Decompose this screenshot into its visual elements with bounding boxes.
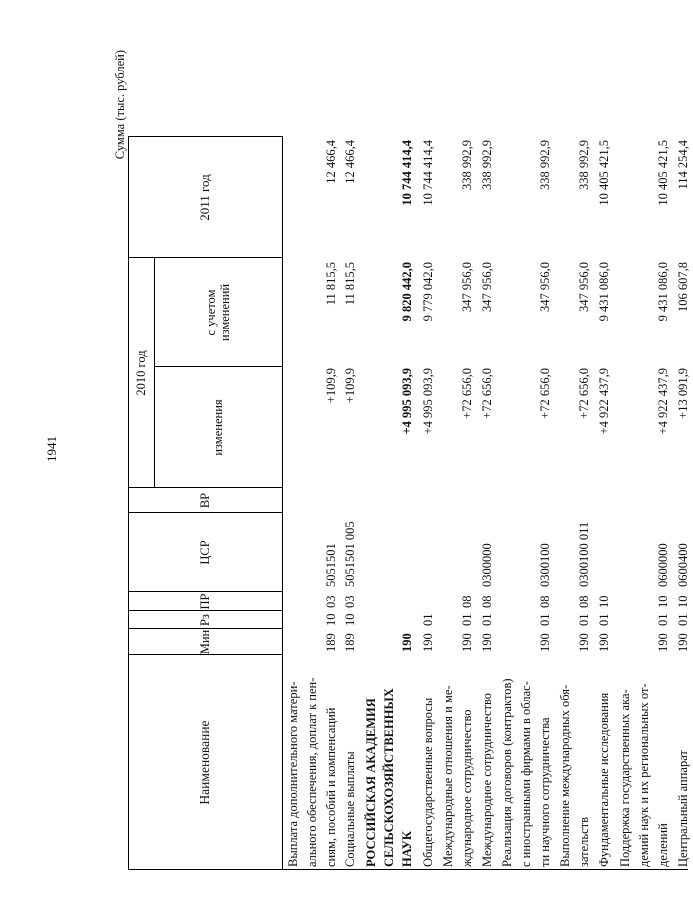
row-pr: 03 <box>343 595 357 608</box>
row-min: 190 <box>400 633 414 652</box>
table-row <box>556 50 594 870</box>
header-name: Наименование <box>197 720 212 805</box>
header-2011: 2011 год <box>197 174 212 221</box>
row-min: 189 <box>343 633 357 652</box>
row-with-changes: 9 431 086,0 <box>597 262 611 322</box>
row-2011: 10 744 414,4 <box>421 140 435 206</box>
row-csr: 0300100 011 <box>577 521 591 587</box>
row-name: Фундаментальные исследования <box>597 692 611 867</box>
row-pr: 10 <box>676 595 690 608</box>
row-csr: 0300100 <box>538 543 552 587</box>
row-changes: +4 922 437,9 <box>597 368 611 435</box>
row-with-changes: 11 815,5 <box>343 262 357 306</box>
header-pr: ПР <box>198 593 212 610</box>
row-name: Выполнение международных обя- зательств <box>558 684 591 867</box>
table-row <box>616 50 673 870</box>
row-with-changes: 9 431 086,0 <box>656 262 670 322</box>
row-changes: +4 995 093,9 <box>400 368 414 435</box>
row-name: Международное сотрудничество <box>480 692 494 867</box>
unit-note: Сумма (тыс. рублей) <box>113 50 127 160</box>
row-with-changes: 11 815,5 <box>324 262 338 306</box>
row-with-changes: 347 956,0 <box>460 262 474 312</box>
header-2010: 2010 год <box>134 350 148 396</box>
row-min: 190 <box>577 633 591 652</box>
row-name: Поддержка государственных ака- демий наук и их региональных от- делений <box>618 683 670 867</box>
row-rz: 10 <box>343 613 357 626</box>
row-name: Международные отношения и ме- ждународное сотрудничество <box>441 685 474 867</box>
table-row <box>674 50 693 870</box>
row-with-changes: 9 820 442,0 <box>400 262 414 322</box>
row-rz: 01 <box>460 613 474 626</box>
row-min: 190 <box>538 633 552 652</box>
row-rz: 10 <box>324 613 338 626</box>
row-min: 190 <box>460 633 474 652</box>
row-changes: +4 922 437,9 <box>656 368 670 435</box>
row-changes: +72 656,0 <box>538 368 552 419</box>
row-min: 190 <box>597 633 611 652</box>
header-vr: ВР <box>198 492 212 509</box>
row-rz: 01 <box>676 613 690 626</box>
row-name: Реализация договоров (контрактов) с иностранными фирмами в облас- ти научного сотрудничества <box>500 678 552 867</box>
row-pr: 08 <box>538 595 552 608</box>
row-name: Центральный аппарат <box>676 750 690 867</box>
row-name: Общегосударственные вопросы <box>421 697 435 867</box>
row-2011: 10 405 421,5 <box>597 140 611 206</box>
header-with-changes: с учетом изменений <box>204 283 232 342</box>
row-rz: 01 <box>597 613 611 626</box>
table-row <box>595 50 614 870</box>
row-pr: 08 <box>460 595 474 608</box>
row-csr: 0300000 <box>480 543 494 587</box>
row-with-changes: 347 956,0 <box>577 262 591 312</box>
row-pr: 10 <box>597 595 611 608</box>
row-2011: 10 405 421,5 <box>656 140 670 206</box>
row-2011: 114 254,4 <box>676 140 690 190</box>
row-min: 190 <box>676 633 690 652</box>
header-rz: Рз <box>198 614 212 626</box>
row-2011: 10 744 414,4 <box>400 140 414 206</box>
row-csr: 0600400 <box>676 543 690 587</box>
row-pr: 08 <box>577 595 591 608</box>
row-2011: 12 466,4 <box>324 140 338 184</box>
row-2011: 338 992,9 <box>577 140 591 190</box>
row-changes: +109,9 <box>343 368 357 404</box>
page-number: 1941 <box>44 436 59 462</box>
row-2011: 338 992,9 <box>480 140 494 190</box>
row-changes: +109,9 <box>324 368 338 404</box>
row-with-changes: 347 956,0 <box>538 262 552 312</box>
table-row <box>439 50 477 870</box>
header-min: Мин <box>198 629 212 655</box>
row-rz: 01 <box>656 613 670 626</box>
row-changes: +13 091,9 <box>676 368 690 419</box>
header-csr: ЦСР <box>198 540 212 565</box>
row-csr: 5051501 005 <box>343 521 357 587</box>
row-changes: +72 656,0 <box>577 368 591 419</box>
row-with-changes: 347 956,0 <box>480 262 494 312</box>
row-changes: +4 995 093,9 <box>421 368 435 435</box>
header-bottom-line <box>282 136 283 870</box>
row-changes: +72 656,0 <box>460 368 474 419</box>
table-row <box>284 50 341 870</box>
row-name: РОССИЙСКАЯ АКАДЕМИЯ СЕЛЬСКОХОЗЯЙСТВЕННЫХ НАУК <box>364 688 414 867</box>
row-name: Социальные выплаты <box>343 751 357 867</box>
row-changes: +72 656,0 <box>480 368 494 419</box>
row-with-changes: 9 779 042,0 <box>421 262 435 322</box>
table-row <box>419 50 438 870</box>
table-row <box>362 50 418 870</box>
row-min: 190 <box>656 633 670 652</box>
row-rz: 01 <box>538 613 552 626</box>
row-pr: 08 <box>480 595 494 608</box>
table-row <box>478 50 497 870</box>
row-2011: 12 466,4 <box>343 140 357 184</box>
row-csr: 5051501 <box>324 543 338 587</box>
row-pr: 10 <box>656 595 670 608</box>
budget-table <box>128 50 688 870</box>
row-rz: 01 <box>421 613 435 626</box>
row-min: 190 <box>421 633 435 652</box>
row-rz: 01 <box>577 613 591 626</box>
header-changes: изменения <box>211 399 225 456</box>
row-min: 190 <box>480 633 494 652</box>
row-2011: 338 992,9 <box>460 140 474 190</box>
table-row <box>341 50 360 870</box>
rotated-page <box>90 50 690 870</box>
row-with-changes: 106 607,8 <box>676 262 690 312</box>
table-row <box>498 50 555 870</box>
row-name: Выплата дополнительного матери- ального обеспечения, доплат к пен- сиям, пособий и компенсаций <box>286 677 338 867</box>
row-2011: 338 992,9 <box>538 140 552 190</box>
row-csr: 0600000 <box>656 543 670 587</box>
row-rz: 01 <box>480 613 494 626</box>
row-pr: 03 <box>324 595 338 608</box>
row-min: 189 <box>324 633 338 652</box>
